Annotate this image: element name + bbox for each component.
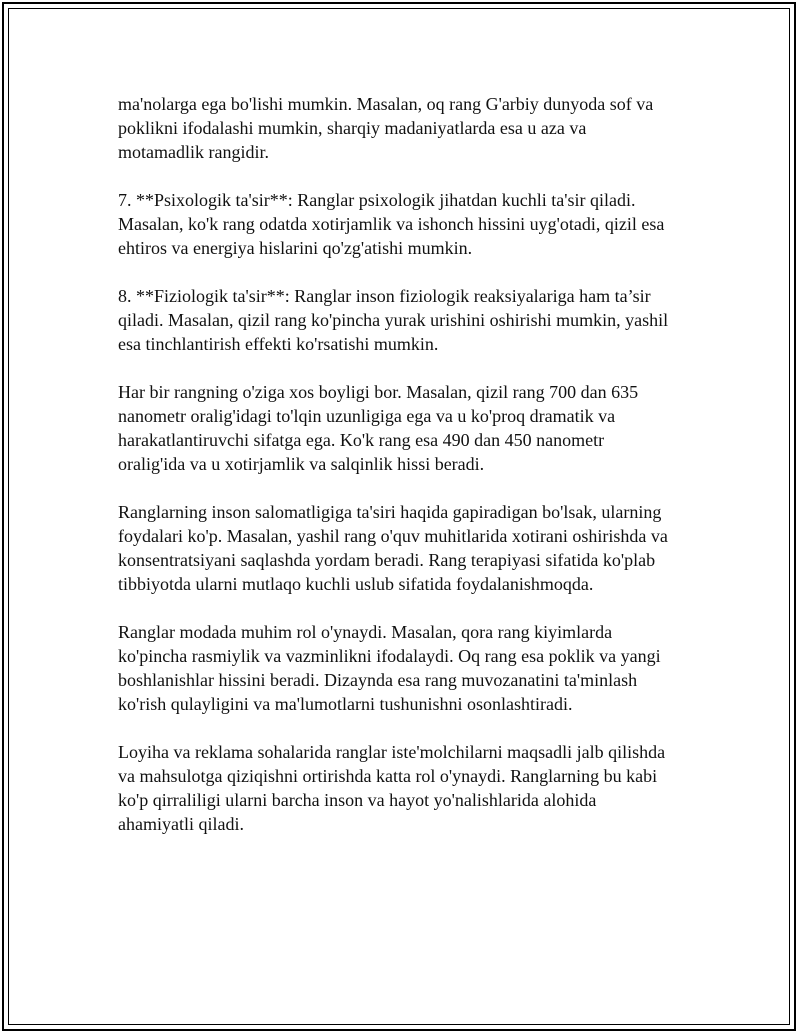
- paragraph-4: [118, 380, 688, 476]
- text-line: Ranglarning inson salomatligiga ta'siri haqida gapiradigan bo'lsak, ularning: [118, 502, 662, 522]
- text-line: Masalan, ko'k rang odatda xotirjamlik va ishonch hissini uyg'otadi, qizil esa: [118, 214, 665, 234]
- text-line: ma'nolarga ega bo'lishi mumkin. Masalan, oq rang G'arbiy dunyoda sof va: [118, 94, 654, 114]
- text-line: boshlanishlar hissini beradi. Dizaynda esa rang muvozanatini ta'minlash: [118, 670, 638, 690]
- text-line: foydalari ko'p. Masalan, yashil rang o'quv muhitlarida xotirani oshirishda va: [118, 526, 668, 546]
- text-line: esa tinchlantirish effekti ko'rsatishi mumkin.: [118, 334, 439, 354]
- text-line: ehtiros va energiya hislarini qo'zg'atishi mumkin.: [118, 238, 473, 258]
- text-line: tibbiyotda ularni mutlaqo kuchli uslub sifatida foydalanishmoqda.: [118, 574, 594, 594]
- text-line: Har bir rangning o'ziga xos boyligi bor. Masalan, qizil rang 700 dan 635: [118, 382, 639, 402]
- text-line: ko'rish qulayligini va ma'lumotlarni tushunishni osonlashtiradi.: [118, 694, 573, 714]
- paragraph-1: [118, 92, 688, 164]
- text-line: nanometr oralig'idagi to'lqin uzunligiga ega va u ko'proq dramatik va: [118, 406, 616, 426]
- text-line: poklikni ifodalashi mumkin, sharqiy madaniyatlarda esa u aza va: [118, 118, 587, 138]
- document-body: [118, 92, 688, 860]
- text-line: ko'pincha rasmiylik va vazminlikni ifodalaydi. Oq rang esa poklik va yangi: [118, 646, 661, 666]
- text-line: motamadlik rangidir.: [118, 142, 269, 162]
- text-line: Loyiha va reklama sohalarida ranglar iste'molchilarni maqsadli jalb qilishda: [118, 742, 666, 762]
- paragraph-7: [118, 740, 688, 836]
- text-line: qiladi. Masalan, qizil rang ko'pincha yurak urishini oshirishi mumkin, yashil: [118, 310, 669, 330]
- text-line: 8. **Fiziologik ta'sir**: Ranglar inson fiziologik reaksiyalariga ham ta’sir: [118, 286, 651, 306]
- paragraph-2: [118, 188, 688, 260]
- text-line: oralig'ida va u xotirjamlik va salqinlik hissi beradi.: [118, 454, 485, 474]
- paragraph-3: [118, 284, 688, 356]
- paragraph-6: [118, 620, 688, 716]
- text-line: harakatlantiruvchi sifatga ega. Ko'k rang esa 490 dan 450 nanometr: [118, 430, 605, 450]
- text-line: va mahsulotga qiziqishni ortirishda katta rol o'ynaydi. Ranglarning bu kabi: [118, 766, 658, 786]
- text-line: ahamiyatli qiladi.: [118, 814, 244, 834]
- text-line: konsentratsiyani saqlashda yordam beradi. Rang terapiyasi sifatida ko'plab: [118, 550, 656, 570]
- paragraph-5: [118, 500, 688, 596]
- text-line: ko'p qirraliligi ularni barcha inson va hayot yo'nalishlarida alohida: [118, 790, 597, 810]
- text-line: Ranglar modada muhim rol o'ynaydi. Masalan, qora rang kiyimlarda: [118, 622, 613, 642]
- text-line: 7. **Psixologik ta'sir**: Ranglar psixologik jihatdan kuchli ta'sir qiladi.: [118, 190, 636, 210]
